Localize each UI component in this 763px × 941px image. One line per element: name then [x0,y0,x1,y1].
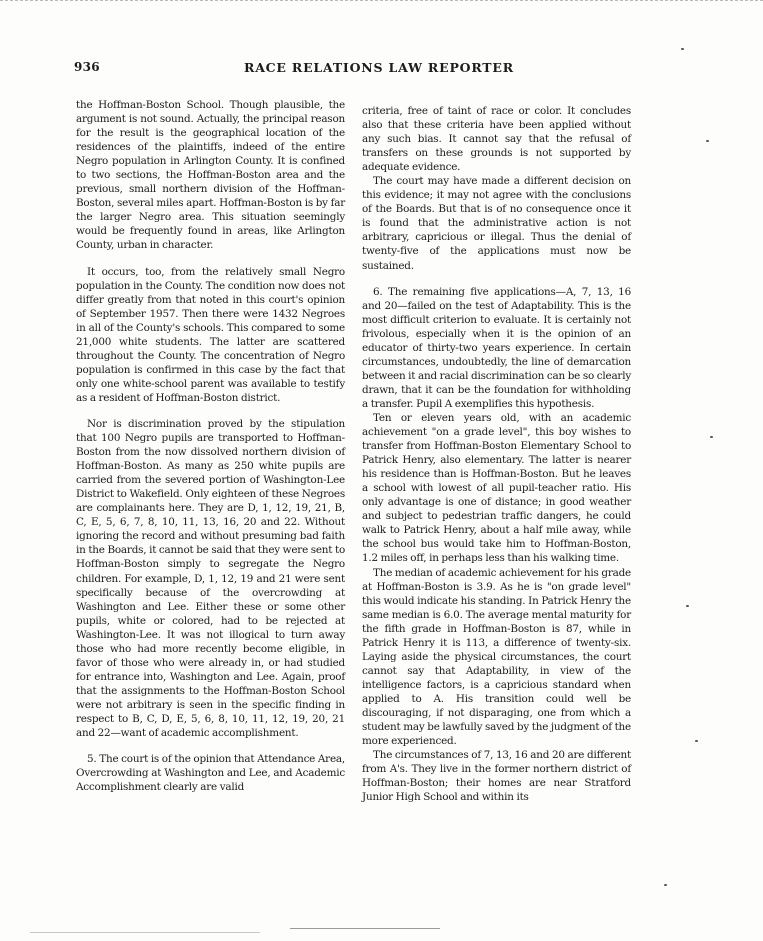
scan-speck [695,740,698,742]
scan-speck [681,48,684,50]
left-paragraph-3: Nor is discrimination proved by the stipulation that 100 Negro pupils are transported to Hoffman-Boston from the now dissolved northern division of Hoffman-Boston. As many as 250 white pupils are carried from the severed portion of Washington-Lee District to Wakefield. Only eighteen of these Negroes are complainants here. They are D, 1, 12, 19, 21, B, C, E, 5, 6, 7, 8, 10, 11, 13, 16, 20 and 22. Without ignoring the record and without presuming bad faith in the Boards, it cannot be said that they were sent to Hoffman-Boston simply to segregate the Negro children. For example, D, 1, 12, 19 and 21 were sent specifically because of the overcrowding at Washington and Lee. Either these or some other pupils, white or colored, had to be rejected at Washington-Lee. It was not illogical to turn away those who had more recently become eligible, in favor of those who were already in, or had studied for entrance into, Washington and Lee. Again, proof that the assignments to the Hoffman-Boston School were not arbitrary is seen in the specific finding in respect to B, C, D, E, 5, 6, 8, 10, 11, 12, 19, 20, 21 and 22—want of academic accomplishment. [76,417,345,740]
scan-speck [686,605,689,607]
page-top-edge [0,0,763,4]
page-number: 936 [74,60,100,74]
bottom-scan-rule-faint [30,932,260,933]
right-paragraph-1: criteria, free of taint of race or color. It concludes also that these criteria have been applied without any such bias. It cannot say that the refusal of transfers on these grounds is not supported by adequate evidence. [362,105,631,174]
scan-speck [664,884,667,886]
left-column [76,98,345,794]
left-paragraph-4: 5. The court is of the opinion that Attendance Area, Overcrowding at Washington and Lee, and Academic Accomplishment clearly are valid [76,753,345,794]
right-column [362,104,631,804]
right-paragraph-5: The median of academic achievement for his grade at Hoffman-Boston is 3.9. As he is "on grade level" this would indicate his standing. In Patrick Henry the same median is 6.0. The average mental maturity for the fifth grade in Hoffman-Boston is 87, while in Patrick Henry it is 113, a difference of twenty-six. Laying aside the physical circumstances, the court cannot say that Adaptability, in view of the intelligence factors, is a capricious standard when applied to A. His transition could well be discouraging, if not disparaging, one from which a student may be lawfully saved by the judgment of the more experienced. [362,566,631,748]
left-paragraph-1: the Hoffman-Boston School. Though plausible, the argument is not sound. Actually, the principal reason for the result is the geographical location of the residences of the plaintiffs, indeed of the entire Negro population in Arlington County. It is confined to two sections, the Hoffman-Boston area and the previous, small northern division of the Hoffman-Boston, several miles apart. Hoffman-Boston is by far the larger Negro area. This situation seemingly would be frequently found in areas, like Arlington County, urban in character. [76,99,345,252]
running-head: RACE RELATIONS LAW REPORTER [244,60,514,75]
right-paragraph-4: Ten or eleven years old, with an academic achievement "on a grade level", this boy wishes to transfer from Hoffman-Boston Elementary School to Patrick Henry, also elementary. The latter is nearer his residence than is Hoffman-Boston. But he leaves a school with lowest of all pupil-teacher ratio. His only advantage is one of distance; in good weather and subject to pedestrian traffic dangers, he could walk to Patrick Henry, about a half mile away, while the school bus would take him to Hoffman-Boston, 1.2 miles off, in perhaps less than his walking time. [362,411,631,565]
bottom-scan-rule [290,928,440,929]
scan-speck [706,140,709,142]
left-paragraph-2: It occurs, too, from the relatively small Negro population in the County. The condition now does not differ greatly from that noted in this court's opinion of September 1957. Then there were 1432 Negroes in all of the County's schools. This compared to some 21,000 white students. The latter are scattered throughout the County. The concentration of Negro population is confirmed in this case by the fact that only one white-school parent was available to testify as a resident of Hoffman-Boston district. [76,265,345,404]
right-paragraph-6: The circumstances of 7, 13, 16 and 20 are different from A's. They live in the former northern district of Hoffman-Boston; their homes are near Stratford Junior High School and within its [362,749,631,804]
scan-speck [710,436,713,438]
right-paragraph-3: 6. The remaining five applications—A, 7, 13, 16 and 20—failed on the test of Adaptability. This is the most difficult criterion to evaluate. It is certainly not frivolous, especially when it is the opinion of an educator of thirty-two years experience. In certain circumstances, undoubtedly, the line of demarcation between it and racial discrimination can be so clearly drawn, that it can be the foundation for withholding a transfer. Pupil A exemplifies this hypothesis. [362,285,631,410]
right-paragraph-2: The court may have made a different decision on this evidence; it may not agree with the conclusions of the Boards. But that is of no consequence once it is found that the administrative action is not arbitrary, capricious or illegal. Thus the denial of twenty-five of the applications must now be sustained. [362,175,631,272]
